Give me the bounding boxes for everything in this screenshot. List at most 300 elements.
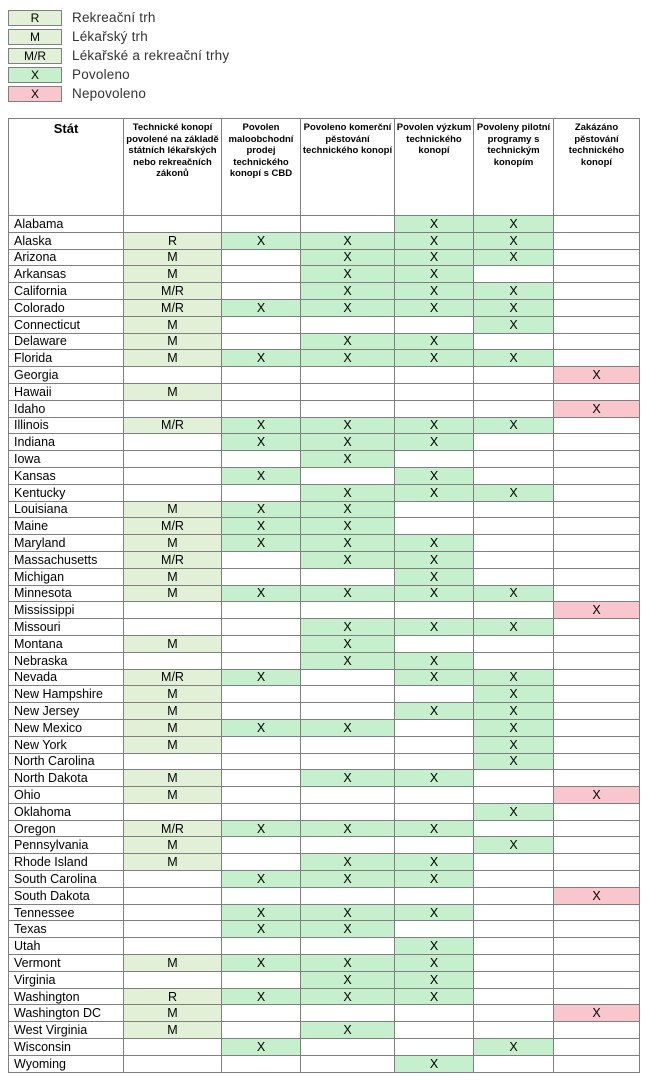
research-cell: X [395, 333, 474, 350]
column-header-cbd-retail: Povolen maloobchodní prodej technického konopí s CBD [222, 119, 301, 216]
table-row [9, 787, 640, 804]
cbd-retail-cell: X [222, 719, 301, 736]
cultivation-cell: X [301, 350, 395, 367]
cultivation-cell: X [301, 904, 395, 921]
banned-cell: X [554, 787, 640, 804]
state-cell: Indiana [9, 434, 124, 451]
table-row [9, 635, 640, 652]
research-cell [395, 635, 474, 652]
banned-cell [554, 383, 640, 400]
research-cell [395, 803, 474, 820]
cbd-retail-cell [222, 316, 301, 333]
banned-cell [554, 350, 640, 367]
cultivation-cell: X [301, 854, 395, 871]
cultivation-cell [301, 216, 395, 233]
table-row [9, 887, 640, 904]
cbd-retail-cell: X [222, 417, 301, 434]
pilot-cell: X [474, 232, 554, 249]
table-row [9, 803, 640, 820]
pilot-cell: X [474, 753, 554, 770]
cbd-retail-cell: X [222, 467, 301, 484]
market-cell: M [124, 535, 222, 552]
table-header-row [9, 119, 640, 216]
banned-cell [554, 803, 640, 820]
state-cell: Texas [9, 921, 124, 938]
research-cell: X [395, 854, 474, 871]
cbd-retail-cell: X [222, 535, 301, 552]
cbd-retail-cell [222, 400, 301, 417]
table-row [9, 266, 640, 283]
cultivation-cell: X [301, 299, 395, 316]
cultivation-cell: X [301, 1022, 395, 1039]
state-cell: Mississippi [9, 602, 124, 619]
research-cell [395, 837, 474, 854]
research-cell: X [395, 585, 474, 602]
table-row [9, 820, 640, 837]
pilot-cell [474, 871, 554, 888]
pilot-cell: X [474, 283, 554, 300]
table-row [9, 216, 640, 233]
state-cell: Georgia [9, 367, 124, 384]
state-cell: Oregon [9, 820, 124, 837]
cbd-retail-cell [222, 971, 301, 988]
legend-swatch: X [8, 86, 62, 102]
state-cell: Virginia [9, 971, 124, 988]
research-cell [395, 518, 474, 535]
cbd-retail-cell: X [222, 232, 301, 249]
research-cell: X [395, 988, 474, 1005]
state-cell: Ohio [9, 787, 124, 804]
cultivation-cell: X [301, 232, 395, 249]
state-cell: Nevada [9, 669, 124, 686]
table-row [9, 451, 640, 468]
legend-item-medical [8, 27, 229, 46]
state-cell: Vermont [9, 955, 124, 972]
market-cell: M/R [124, 669, 222, 686]
cbd-retail-cell [222, 249, 301, 266]
research-cell: X [395, 249, 474, 266]
column-header-market-laws: Technické konopí povolené na základě státních lékařských nebo rekreačních zákonů [124, 119, 222, 216]
table-row [9, 719, 640, 736]
cbd-retail-cell [222, 1005, 301, 1022]
research-cell: X [395, 652, 474, 669]
pilot-cell: X [474, 484, 554, 501]
market-cell [124, 971, 222, 988]
cbd-retail-cell: X [222, 820, 301, 837]
market-cell [124, 921, 222, 938]
state-cell: Washington [9, 988, 124, 1005]
market-cell: M [124, 1005, 222, 1022]
state-cell: Maryland [9, 535, 124, 552]
state-cell: Arizona [9, 249, 124, 266]
pilot-cell [474, 518, 554, 535]
column-header-cultivation-banned: Zakázáno pěstování technického konopí [554, 119, 640, 216]
legend-label: Povoleno [72, 67, 130, 82]
state-cell: South Dakota [9, 887, 124, 904]
cultivation-cell: X [301, 518, 395, 535]
research-cell: X [395, 669, 474, 686]
pilot-cell: X [474, 585, 554, 602]
cbd-retail-cell: X [222, 585, 301, 602]
market-cell [124, 602, 222, 619]
banned-cell: X [554, 400, 640, 417]
table-row [9, 232, 640, 249]
cultivation-cell: X [301, 501, 395, 518]
table-row [9, 736, 640, 753]
research-cell: X [395, 232, 474, 249]
cbd-retail-cell: X [222, 871, 301, 888]
state-cell: Minnesota [9, 585, 124, 602]
cbd-retail-cell [222, 383, 301, 400]
market-cell: M [124, 1022, 222, 1039]
banned-cell [554, 232, 640, 249]
table-row [9, 988, 640, 1005]
banned-cell [554, 1039, 640, 1056]
column-header-state: Stát [9, 119, 124, 216]
table-row [9, 333, 640, 350]
pilot-cell [474, 1055, 554, 1072]
market-cell [124, 451, 222, 468]
market-cell: M [124, 568, 222, 585]
column-header-research: Povolen výzkum technického konopí [395, 119, 474, 216]
cbd-retail-cell [222, 367, 301, 384]
state-cell: Tennessee [9, 904, 124, 921]
market-cell [124, 619, 222, 636]
table-row [9, 1022, 640, 1039]
market-cell [124, 871, 222, 888]
research-cell: X [395, 350, 474, 367]
table-row [9, 383, 640, 400]
cbd-retail-cell [222, 568, 301, 585]
table-row [9, 770, 640, 787]
state-cell: Connecticut [9, 316, 124, 333]
banned-cell: X [554, 602, 640, 619]
banned-cell [554, 299, 640, 316]
table-row [9, 417, 640, 434]
state-cell: Hawaii [9, 383, 124, 400]
pilot-cell [474, 938, 554, 955]
cbd-retail-cell: X [222, 434, 301, 451]
research-cell [395, 921, 474, 938]
cultivation-cell [301, 736, 395, 753]
pilot-cell [474, 904, 554, 921]
legend-label: Nepovoleno [72, 86, 147, 101]
banned-cell [554, 820, 640, 837]
state-cell: Alaska [9, 232, 124, 249]
state-cell: Idaho [9, 400, 124, 417]
banned-cell [554, 686, 640, 703]
pilot-cell: X [474, 316, 554, 333]
cultivation-cell [301, 367, 395, 384]
market-cell [124, 652, 222, 669]
cultivation-cell [301, 316, 395, 333]
table-row [9, 484, 640, 501]
cbd-retail-cell [222, 283, 301, 300]
column-header-pilot-programs: Povoleny pilotní programy s technickým konopím [474, 119, 554, 216]
cbd-retail-cell [222, 266, 301, 283]
research-cell [395, 753, 474, 770]
research-cell: X [395, 971, 474, 988]
market-cell: M [124, 383, 222, 400]
states-table [8, 118, 640, 1073]
state-cell: West Virginia [9, 1022, 124, 1039]
cbd-retail-cell [222, 887, 301, 904]
pilot-cell: X [474, 803, 554, 820]
pilot-cell [474, 921, 554, 938]
pilot-cell [474, 955, 554, 972]
legend-swatch: M/R [8, 48, 62, 64]
state-cell: Maine [9, 518, 124, 535]
table-row [9, 955, 640, 972]
market-cell [124, 1055, 222, 1072]
state-cell: Montana [9, 635, 124, 652]
state-cell: Iowa [9, 451, 124, 468]
banned-cell [554, 904, 640, 921]
cbd-retail-cell [222, 484, 301, 501]
cultivation-cell [301, 803, 395, 820]
market-cell: M/R [124, 551, 222, 568]
legend-swatch: X [8, 67, 62, 83]
pilot-cell: X [474, 736, 554, 753]
state-cell: Pennsylvania [9, 837, 124, 854]
pilot-cell: X [474, 299, 554, 316]
table-row [9, 467, 640, 484]
cultivation-cell: X [301, 434, 395, 451]
research-cell [395, 787, 474, 804]
cultivation-cell [301, 1039, 395, 1056]
cbd-retail-cell [222, 753, 301, 770]
cbd-retail-cell [222, 602, 301, 619]
research-cell [395, 602, 474, 619]
pilot-cell [474, 434, 554, 451]
cbd-retail-cell: X [222, 299, 301, 316]
research-cell: X [395, 484, 474, 501]
cbd-retail-cell [222, 837, 301, 854]
research-cell [395, 736, 474, 753]
banned-cell [554, 955, 640, 972]
market-cell: M [124, 955, 222, 972]
banned-cell [554, 1022, 640, 1039]
cbd-retail-cell [222, 333, 301, 350]
banned-cell [554, 434, 640, 451]
legend-item-recreational [8, 8, 229, 27]
cbd-retail-cell: X [222, 988, 301, 1005]
market-cell: M/R [124, 299, 222, 316]
banned-cell [554, 988, 640, 1005]
banned-cell [554, 921, 640, 938]
banned-cell [554, 753, 640, 770]
cultivation-cell: X [301, 871, 395, 888]
pilot-cell [474, 1005, 554, 1022]
banned-cell [554, 283, 640, 300]
cbd-retail-cell [222, 736, 301, 753]
research-cell: X [395, 551, 474, 568]
market-cell [124, 904, 222, 921]
banned-cell [554, 585, 640, 602]
pilot-cell: X [474, 417, 554, 434]
research-cell: X [395, 568, 474, 585]
research-cell: X [395, 467, 474, 484]
banned-cell [554, 249, 640, 266]
cultivation-cell [301, 787, 395, 804]
table-row [9, 518, 640, 535]
cultivation-cell [301, 568, 395, 585]
market-cell: M [124, 770, 222, 787]
banned-cell [554, 417, 640, 434]
state-cell: New York [9, 736, 124, 753]
state-cell: Missouri [9, 619, 124, 636]
cultivation-cell: X [301, 921, 395, 938]
pilot-cell [474, 602, 554, 619]
banned-cell [554, 316, 640, 333]
market-cell: M [124, 686, 222, 703]
cbd-retail-cell: X [222, 1039, 301, 1056]
research-cell: X [395, 1055, 474, 1072]
research-cell: X [395, 871, 474, 888]
table-row [9, 316, 640, 333]
cultivation-cell [301, 1005, 395, 1022]
cultivation-cell [301, 383, 395, 400]
research-cell [395, 1005, 474, 1022]
banned-cell [554, 266, 640, 283]
cbd-retail-cell: X [222, 350, 301, 367]
cultivation-cell: X [301, 535, 395, 552]
banned-cell [554, 619, 640, 636]
table-row [9, 283, 640, 300]
cultivation-cell: X [301, 619, 395, 636]
state-cell: Alabama [9, 216, 124, 233]
column-header-commercial-cultivation: Povoleno komerční pěstování technického konopí [301, 119, 395, 216]
cbd-retail-cell [222, 803, 301, 820]
research-cell [395, 501, 474, 518]
pilot-cell: X [474, 719, 554, 736]
state-cell: New Jersey [9, 703, 124, 720]
table-row [9, 1039, 640, 1056]
table-row [9, 837, 640, 854]
market-cell: M [124, 854, 222, 871]
pilot-cell [474, 854, 554, 871]
state-cell: Kansas [9, 467, 124, 484]
table-row [9, 1005, 640, 1022]
cultivation-cell [301, 467, 395, 484]
cultivation-cell [301, 703, 395, 720]
banned-cell [554, 719, 640, 736]
research-cell: X [395, 619, 474, 636]
banned-cell [554, 518, 640, 535]
table-row [9, 400, 640, 417]
pilot-cell [474, 971, 554, 988]
legend-item-not-allowed [8, 84, 229, 103]
state-cell: Wyoming [9, 1055, 124, 1072]
legend-label: Lékařský trh [72, 29, 148, 44]
banned-cell [554, 669, 640, 686]
cultivation-cell: X [301, 955, 395, 972]
state-cell: South Carolina [9, 871, 124, 888]
market-cell [124, 467, 222, 484]
cultivation-cell [301, 669, 395, 686]
pilot-cell [474, 400, 554, 417]
market-cell: R [124, 232, 222, 249]
cultivation-cell: X [301, 249, 395, 266]
state-cell: Delaware [9, 333, 124, 350]
cbd-retail-cell [222, 451, 301, 468]
market-cell: M [124, 635, 222, 652]
table-row [9, 669, 640, 686]
state-cell: New Mexico [9, 719, 124, 736]
table-row [9, 854, 640, 871]
legend-item-medical-recreational [8, 46, 229, 65]
state-cell: Kentucky [9, 484, 124, 501]
banned-cell [554, 484, 640, 501]
cultivation-cell [301, 1055, 395, 1072]
state-cell: Illinois [9, 417, 124, 434]
cultivation-cell: X [301, 719, 395, 736]
pilot-cell: X [474, 686, 554, 703]
table-row [9, 551, 640, 568]
table-row [9, 938, 640, 955]
banned-cell [554, 333, 640, 350]
table-row [9, 350, 640, 367]
table-row [9, 619, 640, 636]
cultivation-cell: X [301, 266, 395, 283]
table-row [9, 871, 640, 888]
banned-cell: X [554, 1005, 640, 1022]
banned-cell [554, 652, 640, 669]
state-cell: Michigan [9, 568, 124, 585]
research-cell [395, 316, 474, 333]
pilot-cell [474, 1022, 554, 1039]
cbd-retail-cell [222, 703, 301, 720]
state-cell: Louisiana [9, 501, 124, 518]
research-cell: X [395, 283, 474, 300]
banned-cell [554, 635, 640, 652]
market-cell: M [124, 266, 222, 283]
research-cell [395, 1022, 474, 1039]
banned-cell [554, 1055, 640, 1072]
banned-cell [554, 837, 640, 854]
pilot-cell [474, 333, 554, 350]
research-cell [395, 451, 474, 468]
cbd-retail-cell [222, 652, 301, 669]
table-row [9, 501, 640, 518]
banned-cell [554, 467, 640, 484]
banned-cell [554, 971, 640, 988]
table-row [9, 1055, 640, 1072]
market-cell [124, 1039, 222, 1056]
cbd-retail-cell [222, 635, 301, 652]
pilot-cell [474, 266, 554, 283]
research-cell: X [395, 417, 474, 434]
cultivation-cell: X [301, 333, 395, 350]
market-cell: M [124, 333, 222, 350]
cultivation-cell [301, 837, 395, 854]
pilot-cell: X [474, 703, 554, 720]
legend [8, 8, 229, 103]
table-row [9, 299, 640, 316]
cultivation-cell [301, 400, 395, 417]
market-cell: M [124, 501, 222, 518]
table-row [9, 585, 640, 602]
banned-cell [554, 703, 640, 720]
banned-cell [554, 501, 640, 518]
pilot-cell: X [474, 837, 554, 854]
market-cell [124, 803, 222, 820]
banned-cell [554, 535, 640, 552]
cultivation-cell [301, 602, 395, 619]
cultivation-cell [301, 938, 395, 955]
table-row [9, 535, 640, 552]
pilot-cell [474, 652, 554, 669]
